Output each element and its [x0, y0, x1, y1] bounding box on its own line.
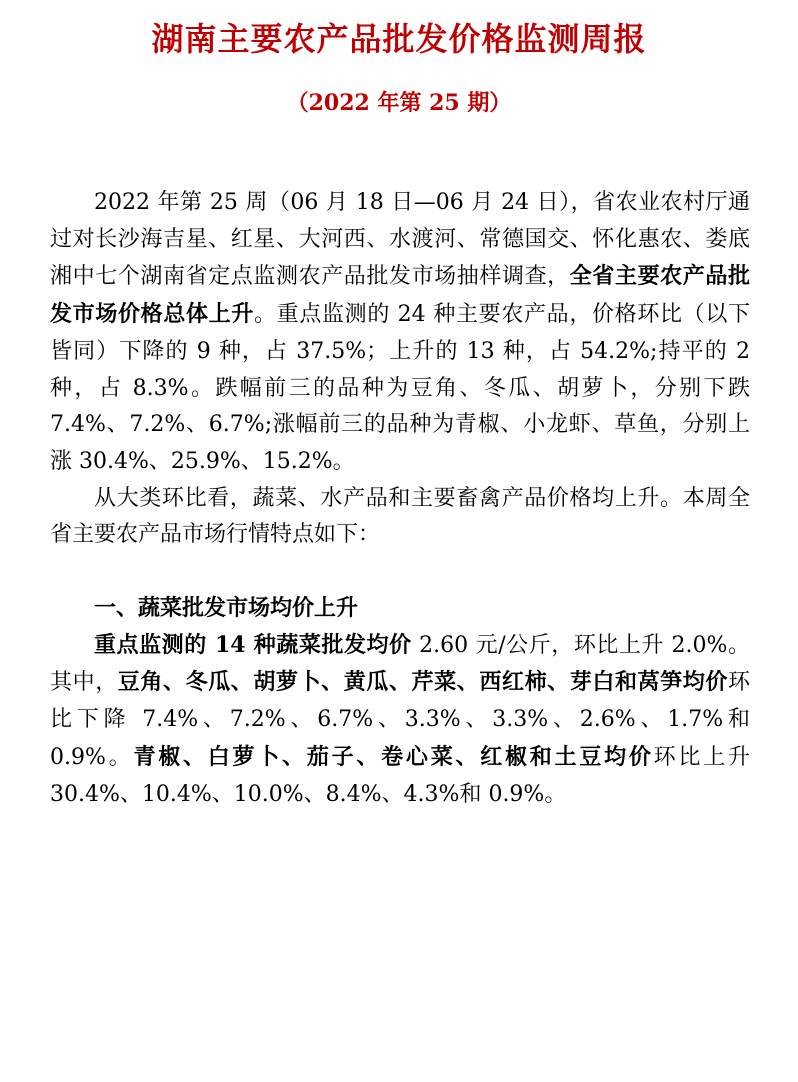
overview-paragraph: 从大类环比看，蔬菜、水产品和主要畜禽产品价格均上升。本周全省主要农产品市场行情特点如下：	[50, 485, 750, 548]
veg-text-2: 环比下降 7.4%、7.2%、6.7%、3.3%、3.3%、2.6%、1.7%和 0.9%。	[50, 670, 750, 770]
veg-text-1: 2.60 元/公斤，环比上升 2.0%。其中，	[50, 632, 750, 696]
veg-bold-2: 豆角、冬瓜、胡萝卜、黄瓜、芹菜、西红柿、芽白和莴笋均价	[117, 669, 728, 696]
intro-highlight: 全省主要农产品批发市场价格总体上升	[50, 263, 750, 328]
veg-text-3: 环比上升 30.4%、10.4%、10.0%、8.4%、4.3%和 0.9%。	[50, 744, 750, 807]
report-body	[50, 185, 750, 813]
section-heading-vegetables: 一、蔬菜批发市场均价上升	[94, 595, 359, 622]
intro-text-b: 。重点监测的 24 种主要农产品，价格环比（以下皆同）下降的 9 种，占 37.5%；上升的 13 种，占 54.2%;持平的 2 种，占 8.3%。跌幅前三的品种为豆角、冬瓜、胡萝卜，分别下跌 7.4%、7.2%、6.7%;涨幅前三的品种为青椒、小龙虾、草鱼，分别上涨 30.4%、25.9%、15.2%。	[50, 302, 750, 474]
veg-bold-1: 重点监测的 14 种蔬菜批发均价	[94, 631, 412, 658]
report-issue-number: （2022 年第 25 期）	[286, 90, 512, 116]
report-title: 湖南主要农产品批发价格监测周报	[151, 20, 647, 58]
spacer	[50, 554, 750, 590]
vegetables-paragraph	[50, 627, 750, 814]
intro-text-a: 2022 年第 25 周（06 月 18 日—06 月 24 日），省农业农村厅通过对长沙海吉星、红星、大河西、水渡河、常德国交、怀化惠农、娄底湘中七个湖南省定点监测农产品批发市场抽样调查，	[50, 190, 750, 290]
intro-paragraph	[50, 185, 750, 481]
veg-bold-3: 青椒、白萝卜、茄子、卷心菜、红椒和土豆均价	[133, 743, 654, 770]
